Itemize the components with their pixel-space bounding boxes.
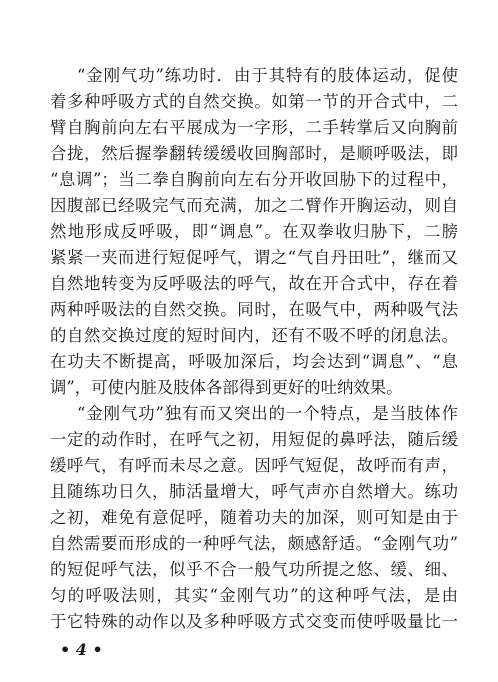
text-line: 两种呼吸法的自然交换。同时，在吸气中，两种吸气法 <box>50 300 458 319</box>
text-line: 且随练功日久，肺活量增大，呼气声亦自然增大。练功 <box>50 482 458 501</box>
text-line: 匀的呼吸法则，其实“金刚气功”的这种呼气法，是由 <box>50 586 458 605</box>
text-line: 然地形成反呼吸，即“调息”。在双拳收归胁下，二膀 <box>50 222 458 241</box>
text-line: 在功夫不断提高，呼吸加深后，均会达到“调息”、“息 <box>50 352 458 371</box>
text-line: 自然地转变为反呼吸法的呼气，故在开合式中，存在着 <box>50 274 458 293</box>
text-line: 的自然交换过度的短时间内，还有不吸不呼的闭息法。 <box>50 326 458 345</box>
text-line: “金刚气功”独有而又突出的一个特点，是当肢体作 <box>77 404 458 423</box>
text-line: “金刚气功”练功时．由于其特有的肢体运动，促使 <box>77 66 458 85</box>
text-line: 缓呼气，有呼而未尽之意。因呼气短促，故呼而有声， <box>50 456 458 475</box>
text-line: “息调”；当二拳自胸前向左右分开收回胁下的过程中， <box>50 170 458 189</box>
text-line: 臂自胸前向左右平展成为一字形，二手转掌后又向胸前 <box>50 118 458 137</box>
text-line: 之初，难免有意促呼，随着功夫的加深，则可知是由于 <box>50 508 458 527</box>
text-line: 合拢，然后握拳翻转缓缓收回胸部时，是顺呼吸法，即 <box>50 144 458 163</box>
text-line: 自然需要而形成的一种呼气法，颇感舒适。“金刚气功” <box>50 534 458 553</box>
text-line: 因腹部已经吸完气而充满，加之二臂作开胸运动，则自 <box>50 196 458 215</box>
text-line: 调”，可使内脏及肢体各部得到更好的吐纳效果。 <box>50 378 403 397</box>
text-line: 一定的动作时，在呼气之初，用短促的鼻呼法，随后缓 <box>50 430 458 449</box>
text-line: 于它特殊的动作以及多种呼吸方式交变而使呼吸量比一 <box>50 612 458 631</box>
page-number: • 4 • <box>60 640 103 659</box>
text-line: 着多种呼吸方式的自然交换。如第一节的开合式中，二 <box>50 92 458 111</box>
text-line: 的短促呼气法，似乎不合一般气功所提之悠、缓、细、 <box>50 560 458 579</box>
text-line: 紧紧一夹而进行短促呼气，谓之“气自丹田吐”，继而又 <box>50 248 458 267</box>
